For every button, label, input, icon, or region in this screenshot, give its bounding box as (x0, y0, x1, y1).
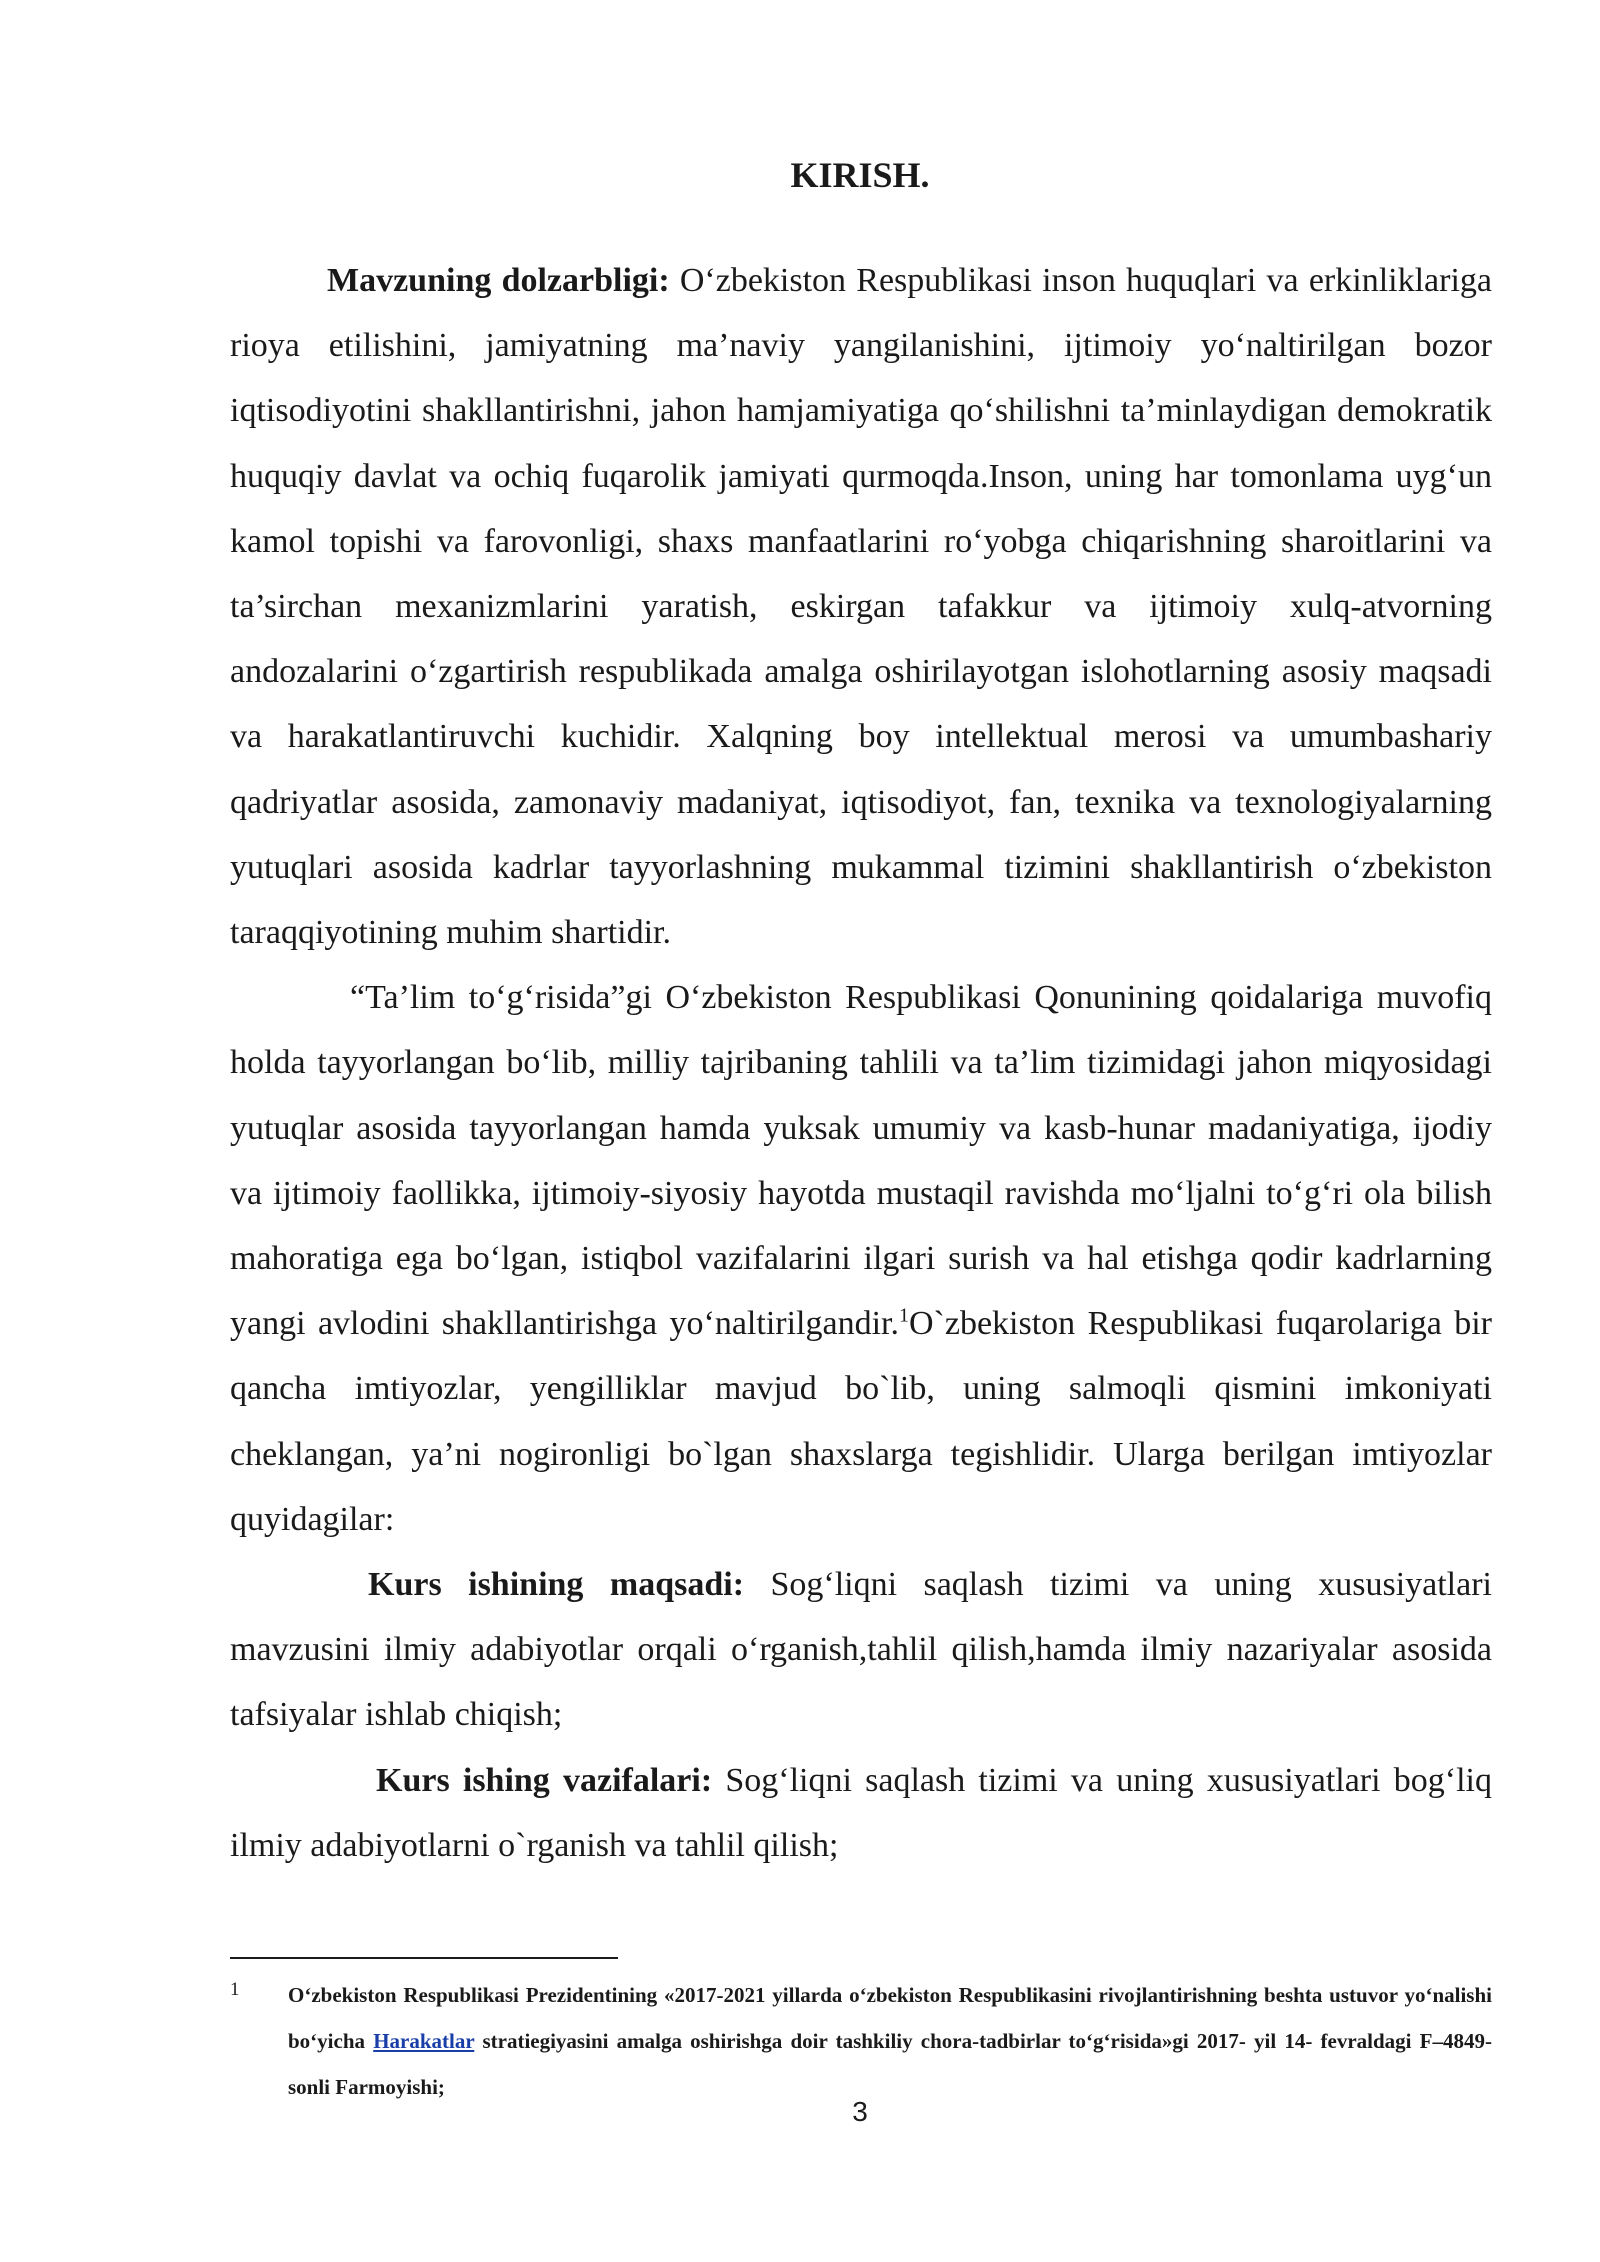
footnote-link[interactable]: Harakatlar (373, 2029, 475, 2053)
footnote-text-part: O‘zbekiston Respublikasi Prezidentining «2017-2021 yillarda o‘zbekiston Respublikasini rivojlantirishning beshta ustuvor yo‘nalishi bo‘yicha (288, 1983, 1492, 2053)
paragraph-text: Sog‘liqni saqlash tizimi va uning xususiyatlari mavzusini ilmiy adabiyotlar orqali o‘rganish,tahlil qilish,hamda ilmiy nazariyalar asosida tafsiyalar ishlab chiqish; (230, 1566, 1492, 1734)
paragraph-text: “Ta’lim to‘g‘risida”gi O‘zbekiston Respublikasi Qonunining qoidalariga muvofiq holda tayyorlangan bo‘lib, milliy tajribaning tahlili va ta’lim tizimidagi jahon miqyosidagi yutuqlar asosida tayyorlangan hamda yuksak umumiy va kasb-hunar madaniyatiga, ijodiy va ijtimoiy faollikka, ijtimoiy-siyosiy hayotda mustaqil ravishda mo‘ljalni to‘g‘ri ola bilish mahoratiga ega bo‘lgan, istiqbol vazifalarini ilgari surish va hal etishga qodir kadrlarning yangi avlodini shakllantirishga yo‘naltirilgandir. (230, 979, 1492, 1343)
paragraph-lead: Kurs ishining maqsadi: (368, 1566, 745, 1604)
footnote-number: 1 (230, 1979, 240, 2000)
paragraph-lead: Mavzuning dolzarbligi: (327, 262, 670, 299)
page-title: KIRISH. (790, 155, 930, 195)
footnote-text (288, 1972, 1492, 2110)
paragraph-tasks (230, 1748, 1492, 1878)
footnote-separator (230, 1957, 618, 1959)
paragraph-education-law (230, 965, 1492, 1552)
paragraph-lead: Kurs ishing vazifalari: (376, 1761, 713, 1799)
paragraph-text: O‘zbekiston Respublikasi inson huquqlari va erkinliklariga rioya etilishini, jamiyatning ma’naviy yangilanishini, ijtimoiy yo‘naltirilgan bozor iqtisodiyotini shakllantirishni, jahon hamjamiyatiga qo‘shilishni ta’minlaydigan demokratik huquqiy davlat va ochiq fuqarolik jamiyati qurmoqda.Inson, uning har tomonlama uyg‘un kamol topishi va farovonligi, shaxs manfaatlarini ro‘yobga chiqarishning sharoitlarini va ta’sirchan mexanizmlarini yaratish, eskirgan tafakkur va ijtimoiy xulq-atvorning andozalarini o‘zgartirish respublikada amalga oshirilayotgan islohotlarning asosiy maqsadi va harakatlantiruvchi kuchidir. Xalqning boy intellektual merosi va umumbashariy qadriyatlar asosida, zamonaviy madaniyat, iqtisodiyot, fan, texnika va texnologiyalarning yutuqlari asosida kadrlar tayyorlashning mukammal tizimini shakllantirish o‘zbekiston taraqqiyotining muhim shartidir. (230, 262, 1492, 952)
footnote-text-part: stratiegiyasini amalga oshirishga doir tashkiliy chora-tadbirlar to‘g‘risida»gi 2017- yil 14- fevraldagi F–4849-sonli Farmoyishi; (288, 2029, 1492, 2099)
paragraph-goal (230, 1552, 1492, 1748)
page-number: 3 (852, 2096, 868, 2127)
footnote (230, 1972, 1492, 2110)
footnote-reference[interactable]: 1 (898, 1304, 909, 1327)
paragraph-relevance (230, 248, 1492, 965)
paragraph-text: O`zbekiston Respublikasi fuqarolariga bir qancha imtiyozlar, yengilliklar mavjud bo`lib, uning salmoqli qismini imkoniyati cheklangan, ya’ni nogironligi bo`lgan shaxslarga tegishlidir. Ularga berilgan imtiyozlar quyidagilar: (230, 1305, 1492, 1538)
body-text (230, 248, 1492, 1878)
paragraph-text: Sog‘liqni saqlash tizimi va uning xususiyatlari bog‘liq ilmiy adabiyotlarni o`rganish va tahlil qilish; (230, 1761, 1492, 1864)
